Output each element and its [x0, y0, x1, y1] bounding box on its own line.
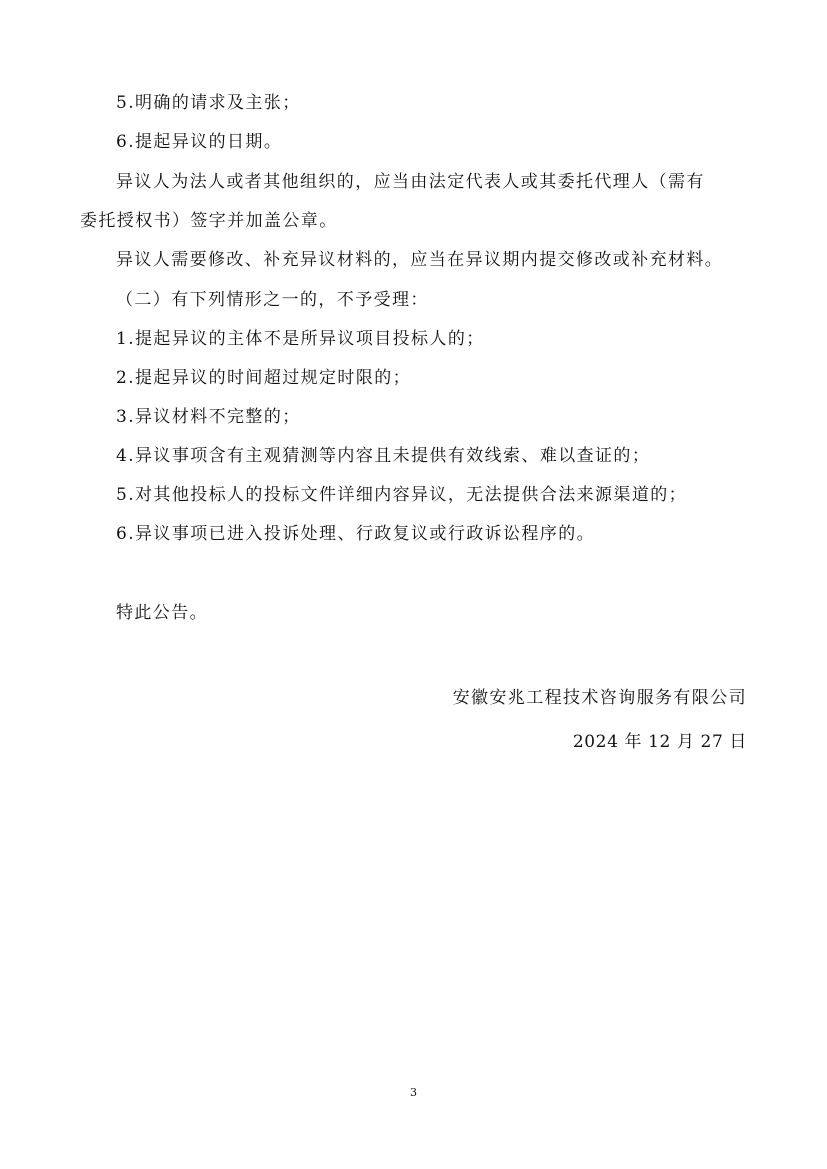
- signature-company: 安徽安兆工程技术咨询服务有限公司: [452, 688, 747, 708]
- closing-statement: 特此公告。: [116, 603, 208, 623]
- page-number: 3: [410, 1086, 417, 1099]
- list-item-4: 4.异议事项含有主观猜测等内容且未提供有效线索、难以查证的；: [116, 446, 651, 466]
- paragraph-supplement: 异议人需要修改、补充异议材料的，应当在异议期内提交修改或补充材料。: [116, 250, 724, 270]
- paragraph-legal-person-line2: 委托授权书）签字并加盖公章。: [80, 211, 338, 231]
- section-heading-not-accepted: （二）有下列情形之一的，不予受理：: [116, 290, 429, 310]
- signature-date: 2024 年 12 月 27 日: [572, 732, 747, 752]
- item-5-claims: 5.明确的请求及主张；: [116, 93, 301, 113]
- list-item-6: 6.异议事项已进入投诉处理、行政复议或行政诉讼程序的。: [116, 524, 596, 544]
- item-6-date: 6.提起异议的日期。: [116, 132, 283, 152]
- list-item-3: 3.异议材料不完整的；: [116, 407, 301, 427]
- list-item-1: 1.提起异议的主体不是所异议项目投标人的；: [116, 329, 485, 349]
- list-item-5: 5.对其他投标人的投标文件详细内容异议，无法提供合法来源渠道的；: [116, 485, 688, 505]
- list-item-2: 2.提起异议的时间超过规定时限的；: [116, 368, 412, 388]
- paragraph-legal-person-line1: 异议人为法人或者其他组织的，应当由法定代表人或其委托代理人（需有: [116, 172, 705, 192]
